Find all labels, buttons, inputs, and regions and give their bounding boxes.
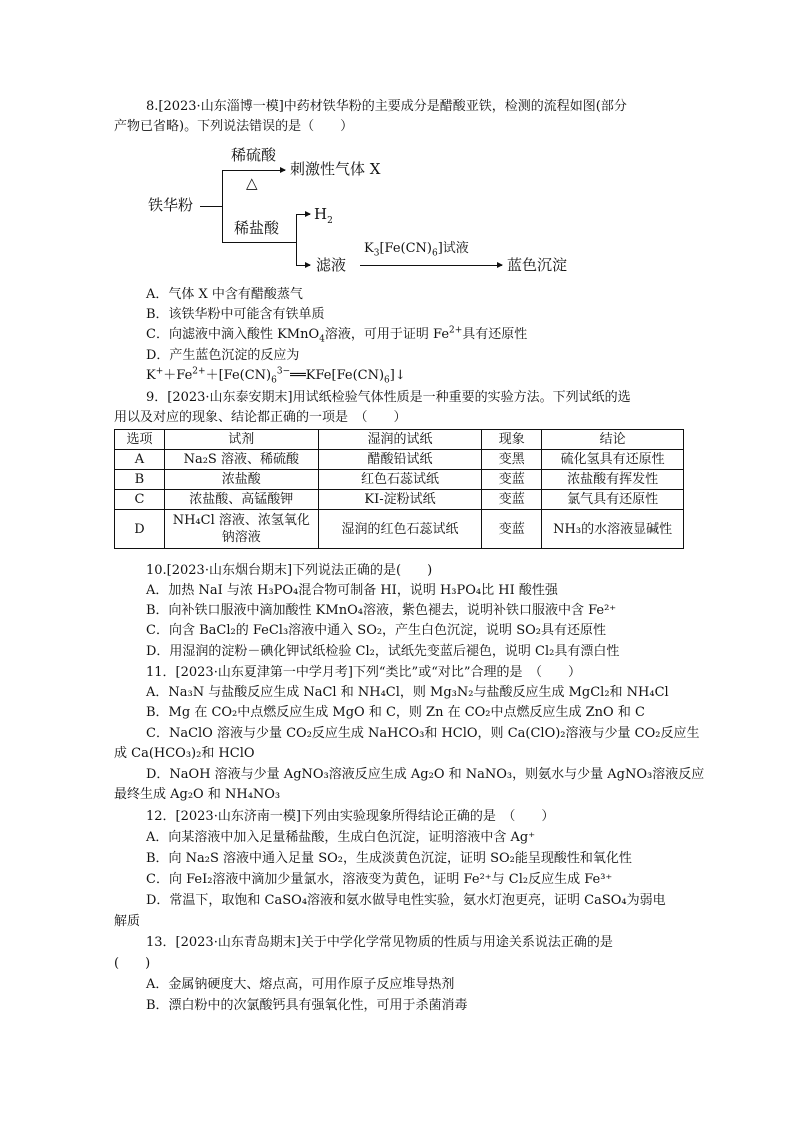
q8-stem-line1: 8.[2023·山东淄博一模]中药材铁华粉的主要成分是醋酸亚铁，检测的流程如图(部分 <box>146 99 627 114</box>
q9-table <box>114 429 684 549</box>
q11-option-a: A．Na₃N 与盐酸反应生成 NaCl 和 NH₄Cl，则 Mg₃N₂与盐酸反应生成 MgCl₂和 NH₄Cl <box>146 685 669 700</box>
q11-option-c-line1: C．NaClO 溶液与少量 CO₂反应生成 NaHCO₃和 HClO，则 Ca(ClO)₂溶液与少量 CO₂反应生 <box>146 726 700 741</box>
diagram-heat-symbol: △ <box>246 174 258 192</box>
table-cell: 浓盐酸 <box>164 470 318 490</box>
table-cell: 湿润的红色石蕊试纸 <box>318 510 482 549</box>
diagram-h2-product: $H_2$ <box>314 205 333 226</box>
q11-option-d-line2: 最终生成 Ag₂O 和 NH₄NO₃ <box>114 787 281 802</box>
q10-option-b: B．向补铁口服液中滴加酸性 KMnO₄溶液，紫色褪去，说明补铁口服液中含 Fe²⁺ <box>146 603 617 618</box>
table-cell: 变蓝 <box>482 470 542 490</box>
table-row <box>115 510 684 549</box>
table-header-row <box>115 430 684 450</box>
q10-option-c: C．向含 BaCl₂的 FeCl₃溶液中通入 SO₂，产生白色沉淀，说明 SO₂具有还原性 <box>146 623 606 638</box>
diagram-branch-line <box>200 206 222 207</box>
q8-option-b: B．该铁华粉中可能含有铁单质 <box>146 307 325 322</box>
q11-option-b: B．Mg 在 CO₂中点燃反应生成 MgO 和 C，则 Zn 在 CO₂中点燃反应生成 ZnO 和 C <box>146 705 645 720</box>
diagram-h2-arrow <box>296 214 310 215</box>
q13-option-b: B．漂白粉中的次氯酸钙具有强氧化性，可用于杀菌消毒 <box>146 998 468 1013</box>
diagram-upper-product: 刺激性气体 X <box>290 160 381 178</box>
table-header-cell: 选项 <box>115 430 165 450</box>
diagram-lower-reagent: 稀盐酸 <box>234 219 280 237</box>
table-header-cell: 湿润的试纸 <box>318 430 482 450</box>
q13-option-a: A．金属钠硬度大、熔点高，可用作原子反应堆导热剂 <box>146 977 455 992</box>
table-cell: Na₂S 溶液、稀硫酸 <box>164 450 318 470</box>
table-cell: 浓盐酸、高锰酸钾 <box>164 490 318 510</box>
diagram-filtrate-label: 滤液 <box>316 256 347 274</box>
table-cell: B <box>115 470 165 490</box>
q11-option-c-line2: 成 Ca(HCO₃)₂和 HClO <box>114 746 255 761</box>
q12-option-b: B．向 Na₂S 溶液中通入足量 SO₂，生成淡黄色沉淀，证明 SO₂能呈现酸性和氧化性 <box>146 851 632 866</box>
diagram-lower-line <box>222 242 296 243</box>
table-cell: 红色石蕊试纸 <box>318 470 482 490</box>
q11-option-d-line1: D．NaOH 溶液与少量 AgNO₃溶液反应生成 Ag₂O 和 NaNO₃，则氨水与少量 AgNO₃溶液反应 <box>146 767 705 782</box>
table-row <box>115 470 684 490</box>
table-cell: 变蓝 <box>482 490 542 510</box>
q8-option-d-equation: $K^++Fe^{2+}+[Fe(CN)_6^{3-}══KFe[Fe(CN)_6]↓$ <box>146 366 406 386</box>
table-header-cell: 现象 <box>482 430 542 450</box>
q12-stem: 12．[2023·山东济南一模]下列由实验现象所得结论正确的是 （ ） <box>146 809 555 824</box>
q12-option-a: A．向某溶液中加入足量稀盐酸，生成白色沉淀，证明溶液中含 Ag⁺ <box>146 830 536 845</box>
table-cell: C <box>115 490 165 510</box>
table-cell: 醋酸铅试纸 <box>318 450 482 470</box>
table-cell: 变蓝 <box>482 510 542 549</box>
table-cell: 硫化氢具有还原性 <box>542 450 684 470</box>
q9-stem-line2: 用以及对应的现象、结论都正确的一项是 （ ） <box>114 410 407 425</box>
table-cell: NH₄Cl 溶液、浓氢氧化 钠溶液 <box>164 510 318 549</box>
diagram-final-product: 蓝色沉淀 <box>507 256 568 274</box>
q13-stem-line2: ( ) <box>114 956 151 971</box>
table-cell: A <box>115 450 165 470</box>
q8-option-a: A．气体 X 中含有醋酸蒸气 <box>146 287 303 302</box>
diagram-k-arrow <box>360 265 502 266</box>
table-cell: 变黑 <box>482 450 542 470</box>
q12-option-d-line2: 解质 <box>114 914 141 929</box>
q8-option-d: D．产生蓝色沉淀的反应为 <box>146 348 300 363</box>
table-row <box>115 450 684 470</box>
q10-option-d: D．用湿润的淀粉－碘化钾试纸检验 Cl₂，试纸先变蓝后褪色，说明 Cl₂具有漂白性 <box>146 644 620 659</box>
table-cell: 浓盐酸有挥发性 <box>542 470 684 490</box>
table-cell: D <box>115 510 165 549</box>
q10-option-a: A．加热 NaI 与浓 H₃PO₄混合物可制备 HI，说明 H₃PO₄比 HI 酸性强 <box>146 583 558 598</box>
table-header-cell: 试剂 <box>164 430 318 450</box>
q8-option-c: C．向滤液中滴入酸性 KMnO$_4$溶液，可用于证明 $Fe^{2+}$具有还原性 <box>146 325 528 345</box>
table-cell: 氯气具有还原性 <box>542 490 684 510</box>
q12-option-d-line1: D．常温下，取饱和 CaSO₄溶液和氨水做导电性实验，氨水灯泡更亮，证明 CaSO₄为弱电 <box>146 893 666 908</box>
q9-stem-line1: 9．[2023·山东泰安期末]用试纸检验气体性质是一种重要的实验方法。下列试纸的选 <box>146 390 631 405</box>
diagram-start-label: 铁华粉 <box>148 196 194 214</box>
q10-stem: 10.[2023·山东烟台期末]下列说法正确的是( ) <box>146 563 433 578</box>
q12-option-c: C．向 FeI₂溶液中滴加少量氯水，溶液变为黄色，证明 Fe²⁺与 Cl₂反应生成 Fe³⁺ <box>146 872 613 887</box>
table-header-cell: 结论 <box>542 430 684 450</box>
q11-stem: 11．[2023·山东夏津第一中学月考]下列“类比”或“对比”合理的是 （ ） <box>146 665 581 680</box>
diagram-branch-vertical <box>222 170 223 242</box>
diagram-filtrate-arrow <box>296 265 310 266</box>
diagram-lower-vertical <box>296 214 297 265</box>
diagram-k-reagent: $K_3[Fe(CN)_6]$试液 <box>364 241 469 259</box>
table-cell: KI-淀粉试纸 <box>318 490 482 510</box>
q13-stem-line1: 13．[2023·山东青岛期末]关于中学化学常见物质的性质与用途关系说法正确的是 <box>146 935 613 950</box>
table-row <box>115 490 684 510</box>
diagram-upper-reagent: 稀硫酸 <box>231 146 277 164</box>
table-cell: NH₃的水溶液显碱性 <box>542 510 684 549</box>
q8-stem-line2: 产物已省略)。下列说法错误的是（ ） <box>114 119 354 134</box>
diagram-upper-arrow <box>222 170 285 171</box>
